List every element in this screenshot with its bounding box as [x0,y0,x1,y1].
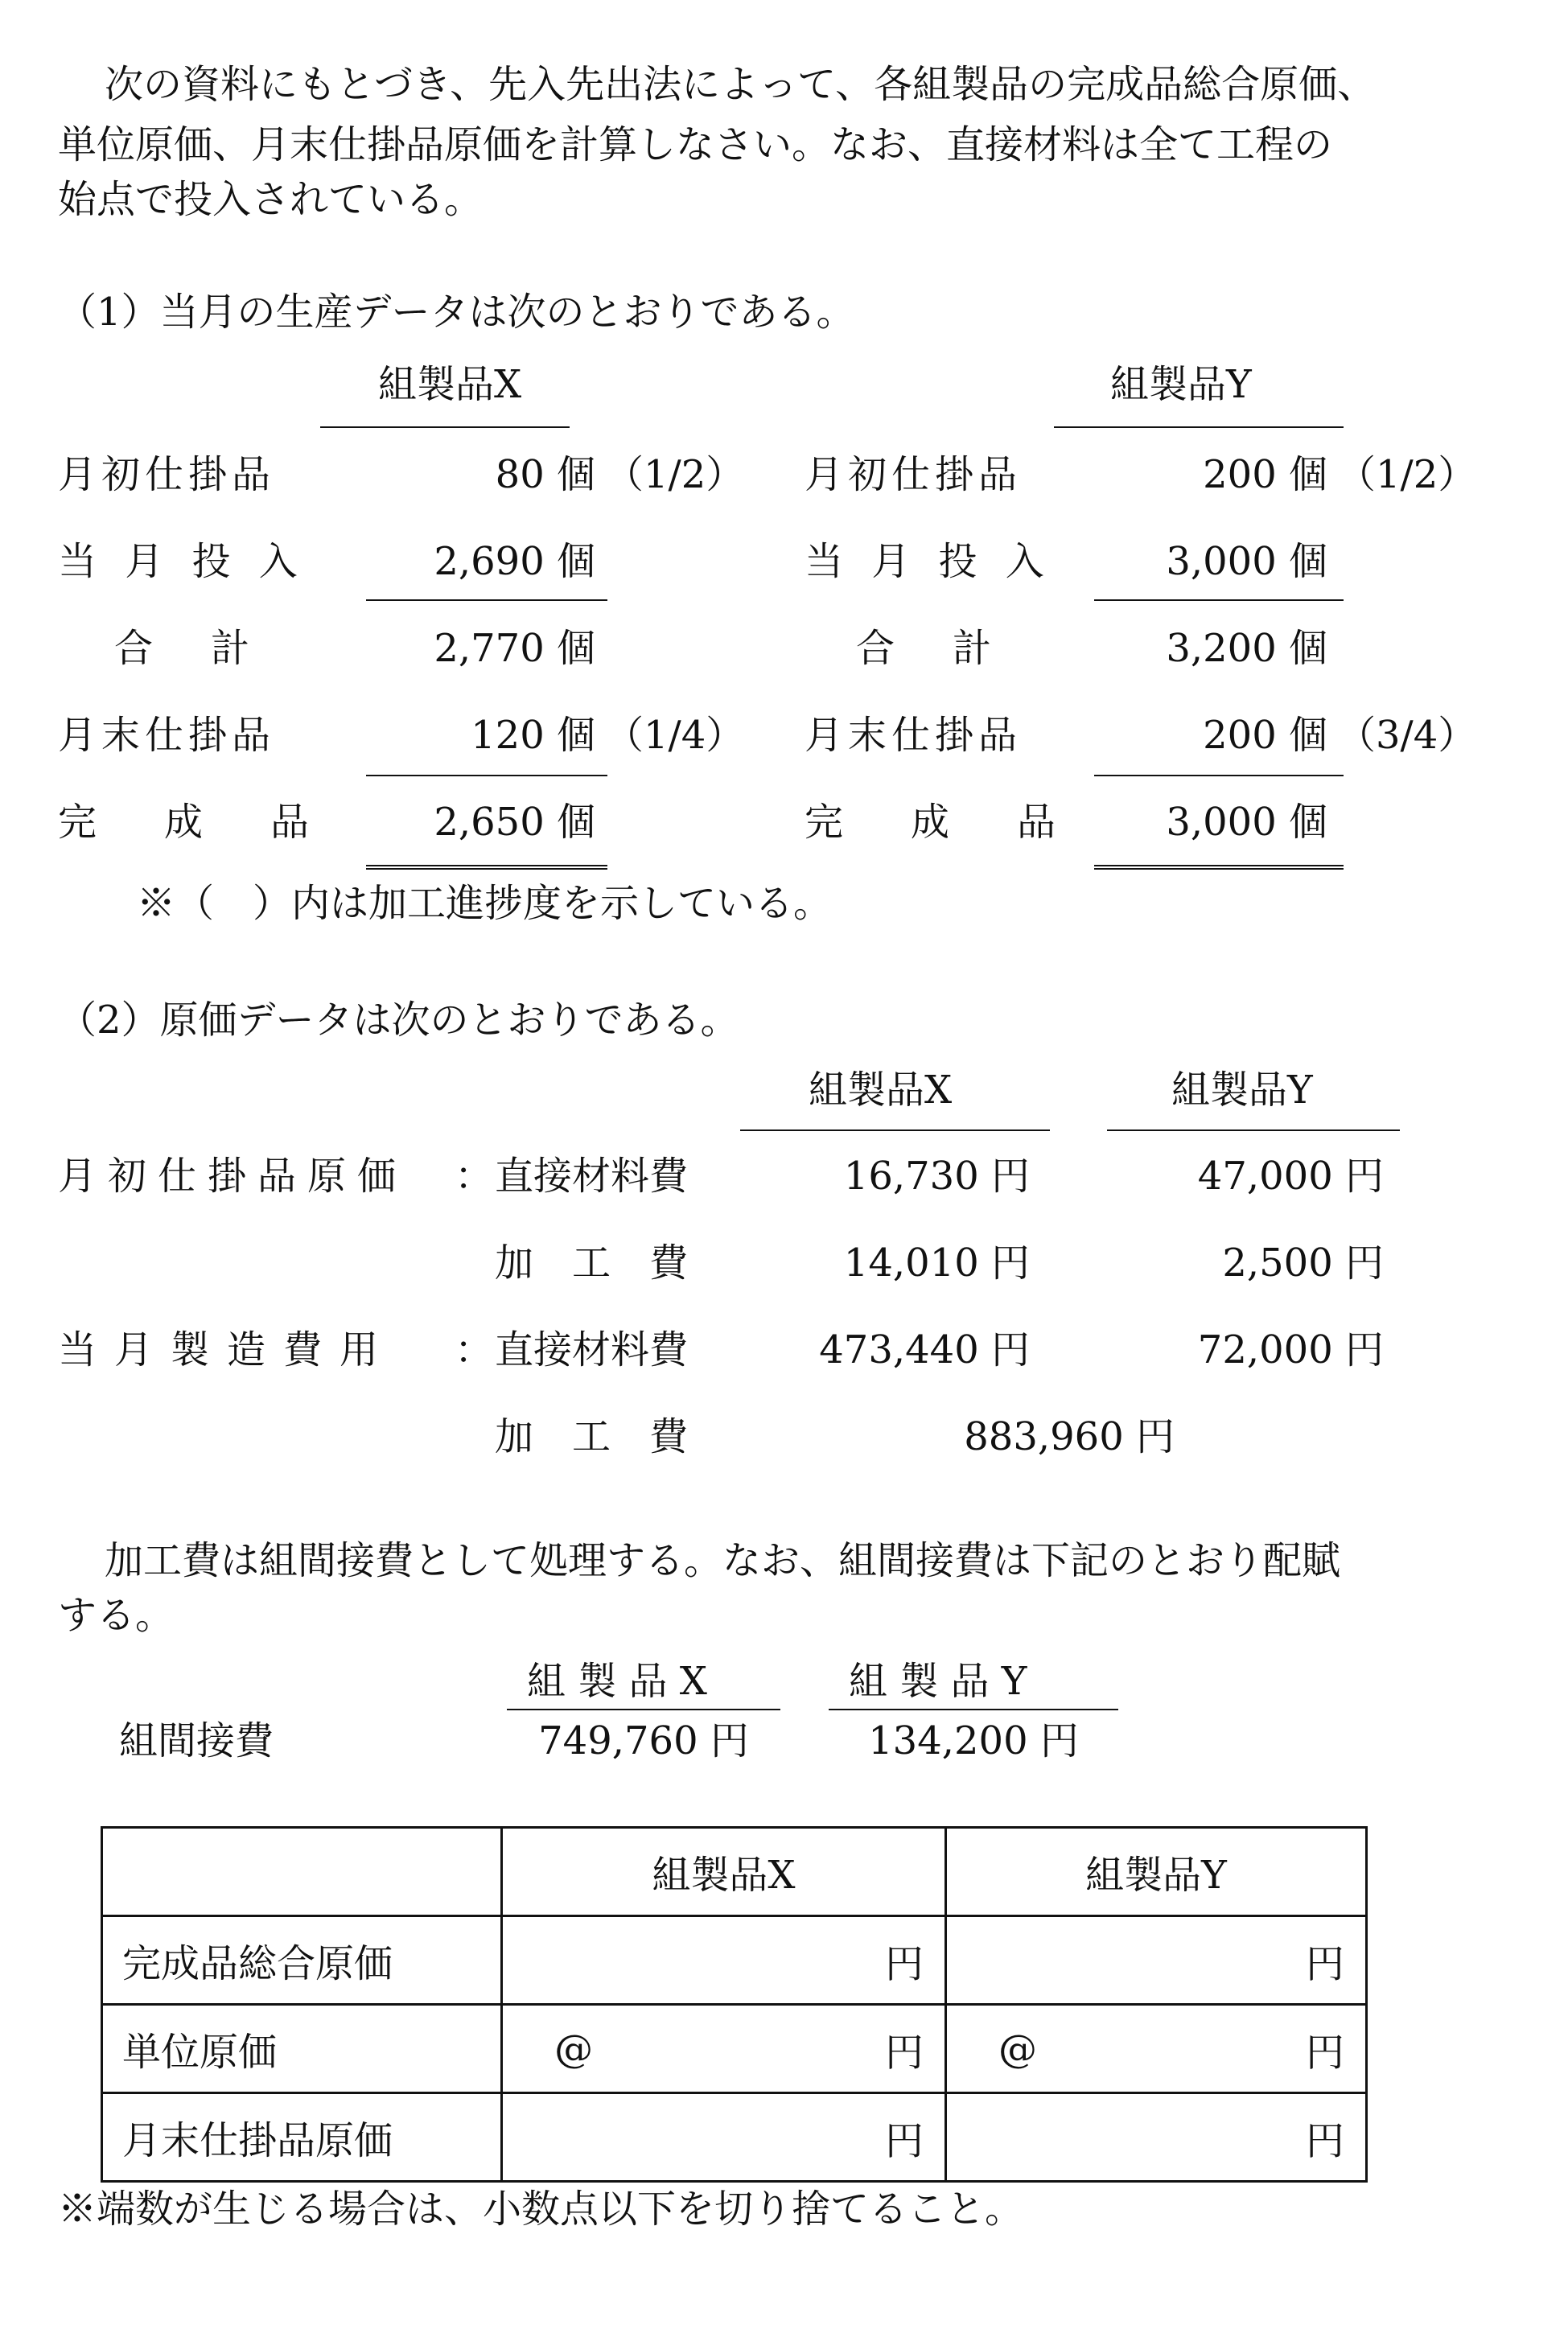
production-row-y-value: 3,000 個 [1166,539,1327,584]
section1-subtotal-rule-x [366,599,607,601]
allocation-text-line-1: 加工費は組間接費として処理する。なお、組間接費は下記のとおり配賦 [105,1538,1341,1583]
production-row-x-value: 2,690 個 [434,539,595,584]
cost-colon: ： [455,1327,494,1372]
allocation-col-y-header: 組 製 品 Y [849,1659,1027,1704]
cost-value-x: 14,010 円 [843,1241,1030,1286]
production-row-y-progress: （3/4） [1337,713,1477,758]
answer-table-corner-cell [102,1828,502,1916]
allocation-value-x: 749,760 円 [538,1718,749,1763]
answer-cell-x[interactable] [502,2093,946,2182]
rounding-footnote: ※端数が生じる場合は、小数点以下を切り捨てること。 [58,2187,1024,2232]
allocation-row-label: 組間接費 [119,1718,274,1763]
cost-item-label: 直接材料費 [495,1154,689,1199]
production-row-label: 当 月 投 入 [58,539,306,584]
answer-cell-y[interactable] [945,2093,1366,2182]
cost-value-y: 2,500 円 [1222,1241,1384,1286]
production-row-label: 月初仕掛品 [805,452,1023,497]
allocation-rule-x [507,1709,780,1710]
production-row-y-progress: （1/2） [1337,452,1477,497]
cost-group-label-opening-wip: 月初仕掛品原価 [58,1154,408,1199]
intro-line-2: 単位原価、月末仕掛品原価を計算しなさい。なお、直接材料は全て工程の [58,122,1333,167]
production-row-x-value: 120 個 [471,713,595,758]
section2-heading: （2）原価データは次のとおりである。 [58,998,739,1043]
answer-table-row [102,2093,1367,2182]
answer-cell-x[interactable] [502,1916,946,2005]
section1-finished-rule-x [366,775,607,776]
answer-col-x-header: 組製品X [502,1828,946,1916]
cost-value-y: 47,000 円 [1197,1154,1384,1199]
section1-heading: （1）当月の生産データは次のとおりである。 [58,290,855,335]
answer-row-label: 月末仕掛品原価 [102,2093,502,2182]
production-row-x-value: 80 個 [495,452,595,497]
section1-header-rule-x [320,426,570,428]
yen-unit: 円 [1305,2118,1344,2163]
answer-cell-y[interactable] [945,1916,1366,2005]
allocation-rule-y [829,1709,1118,1710]
at-mark: @ [554,2026,594,2072]
production-row-label: 合 計 [114,626,260,671]
cost-value-x: 16,730 円 [843,1154,1030,1199]
section1-col-x-header: 組製品X [378,362,522,407]
allocation-text-line-2: する。 [58,1593,175,1638]
answer-cell-y[interactable] [945,2005,1366,2093]
section1-total-double-rule-x [366,865,607,870]
production-row-label: 月初仕掛品 [58,452,276,497]
production-row-y-value: 3,000 個 [1166,800,1327,845]
allocation-value-y: 134,200 円 [868,1718,1079,1763]
production-row-x-value: 2,770 個 [434,626,595,671]
answer-cell-x[interactable] [502,2005,946,2093]
intro-line-1: 次の資料にもとづき、先入先出法によって、各組製品の完成品総合原価、 [105,62,1377,107]
section1-col-y-header: 組製品Y [1110,362,1252,407]
answer-row-label: 単位原価 [102,2005,502,2093]
section2-header-rule-y [1107,1129,1400,1131]
production-row-y-value: 3,200 個 [1166,626,1327,671]
production-row-label: 月末仕掛品 [58,713,276,758]
answer-table-row [102,1916,1367,2005]
answer-col-y-header: 組製品Y [945,1828,1366,1916]
cost-item-label: 直接材料費 [495,1327,689,1372]
cost-value-combined: 883,960 円 [964,1414,1175,1459]
section1-finished-rule-y [1094,775,1344,776]
section1-subtotal-rule-y [1094,599,1344,601]
cost-item-label: 加 工 費 [495,1241,689,1286]
production-row-label: 完 成 品 [805,800,1071,845]
production-row-label: 完 成 品 [58,800,324,845]
yen-unit: 円 [884,2118,924,2163]
production-row-y-value: 200 個 [1203,713,1327,758]
yen-unit: 円 [884,1941,924,1986]
cost-group-label-current-manufacturing: 当月製造費用 [58,1327,397,1372]
production-row-y-value: 200 個 [1203,452,1327,497]
production-row-x-value: 2,650 個 [434,800,595,845]
cost-item-label: 加 工 費 [495,1414,689,1459]
answer-table-row [102,2005,1367,2093]
at-mark: @ [998,2026,1037,2072]
yen-unit: 円 [1305,1941,1344,1986]
progress-note: ※（ ）内は加工進捗度を示している。 [137,881,833,926]
production-row-x-progress: （1/4） [605,713,745,758]
yen-unit: 円 [1305,2030,1344,2075]
production-row-label: 当 月 投 入 [805,539,1052,584]
section2-col-y-header: 組製品Y [1171,1068,1313,1113]
answer-table [101,1826,1368,2183]
allocation-col-x-header: 組 製 品 X [527,1659,707,1704]
section2-col-x-header: 組製品X [809,1068,953,1113]
section1-total-double-rule-y [1094,865,1344,870]
intro-line-3: 始点で投入されている。 [58,177,484,222]
production-row-label: 月末仕掛品 [805,713,1023,758]
cost-value-y: 72,000 円 [1197,1327,1384,1372]
production-row-label: 合 計 [856,626,1002,671]
answer-table-header-row [102,1828,1367,1916]
yen-unit: 円 [884,2030,924,2075]
answer-row-label: 完成品総合原価 [102,1916,502,2005]
section2-header-rule-x [740,1129,1050,1131]
production-row-x-progress: （1/2） [605,452,745,497]
section1-header-rule-y [1054,426,1344,428]
cost-colon: ： [455,1154,494,1199]
cost-value-x: 473,440 円 [819,1327,1030,1372]
